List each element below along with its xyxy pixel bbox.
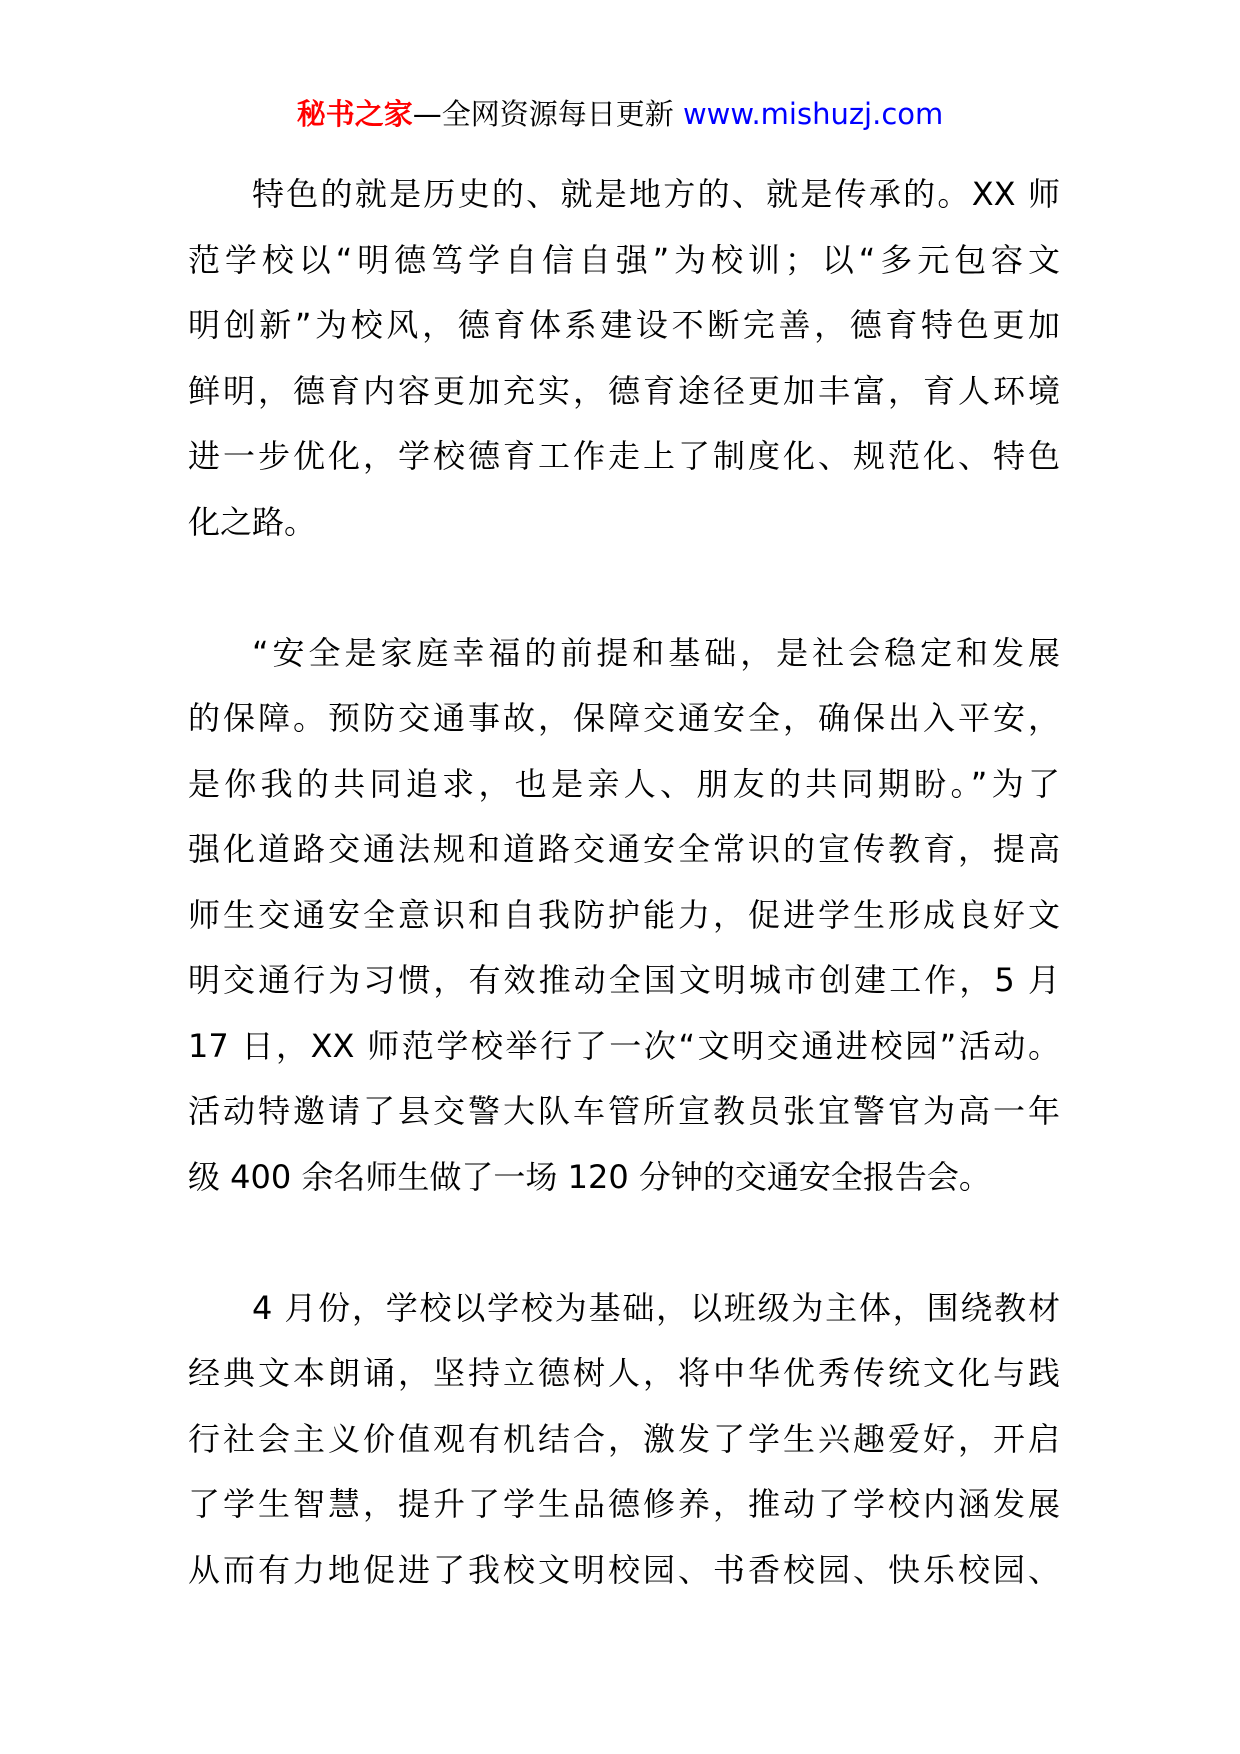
paragraph-line: 活动特邀请了县交警大队车管所宣教员张宜警官为高一年: [188, 1092, 1060, 1130]
paragraph-line: 进一步优化，学校德育工作走上了制度化、规范化、特色: [188, 437, 1060, 475]
paragraph-line: 经典文本朗诵，坚持立德树人，将中华优秀传统文化与践: [188, 1354, 1060, 1392]
paragraph-line: 4 月份，学校以学校为基础，以班级为主体，围绕教材: [252, 1288, 1060, 1327]
paragraph-line: 特色的就是历史的、就是地方的、就是传承的。XX 师: [252, 175, 1060, 213]
paragraph-classic-reading: [188, 1276, 1060, 1604]
paragraph-line: 级 400 余名师生做了一场 120 分钟的交通安全报告会。: [188, 1157, 991, 1196]
paragraph-line: 强化道路交通法规和道路交通安全常识的宣传教育，提高: [188, 830, 1060, 868]
header-tagline: —全网资源每日更新: [412, 97, 683, 131]
paragraph-line: “安全是家庭幸福的前提和基础，是社会稳定和发展: [252, 633, 1060, 672]
website-link[interactable]: www.mishuzj.com: [682, 97, 944, 131]
paragraph-line: 明创新”为校风，德育体系建设不断完善，德育特色更加: [188, 306, 1060, 344]
paragraph-line: 师生交通安全意识和自我防护能力，促进学生形成良好文: [188, 895, 1060, 934]
paragraph-line: 了学生智慧，提升了学生品德修养，推动了学校内涵发展: [188, 1485, 1060, 1523]
document-header: [0, 94, 1240, 134]
paragraph-line: 从而有力地促进了我校文明校园、书香校园、快乐校园、: [188, 1550, 1060, 1589]
paragraph-line: 17 日，XX 师范学校举行了一次“文明交通进校园”活动。: [188, 1026, 1060, 1065]
paragraph-line: 范学校以“明德笃学自信自强”为校训；以“多元包容文: [188, 240, 1060, 279]
paragraph-spacer: [188, 555, 1060, 621]
paragraph-line: 化之路。: [188, 502, 317, 541]
paragraph-spacer: [188, 1210, 1060, 1276]
brand-name: 秘书之家: [296, 97, 413, 131]
paragraph-line: 鲜明，德育内容更加充实，德育途径更加丰富，育人环境: [188, 371, 1060, 410]
paragraph-traffic-safety: [188, 621, 1060, 1211]
paragraph-line: 是你我的共同追求，也是亲人、朋友的共同期盼。”为了: [188, 764, 1060, 803]
document-body: [188, 162, 1060, 1603]
paragraph-line: 的保障。预防交通事故，保障交通安全，确保出入平安，: [188, 699, 1060, 737]
paragraph-school-motto: [188, 162, 1060, 555]
paragraph-line: 明交通行为习惯，有效推动全国文明城市创建工作，5 月: [188, 961, 1060, 999]
paragraph-line: 行社会主义价值观有机结合，激发了学生兴趣爱好，开启: [188, 1419, 1060, 1458]
